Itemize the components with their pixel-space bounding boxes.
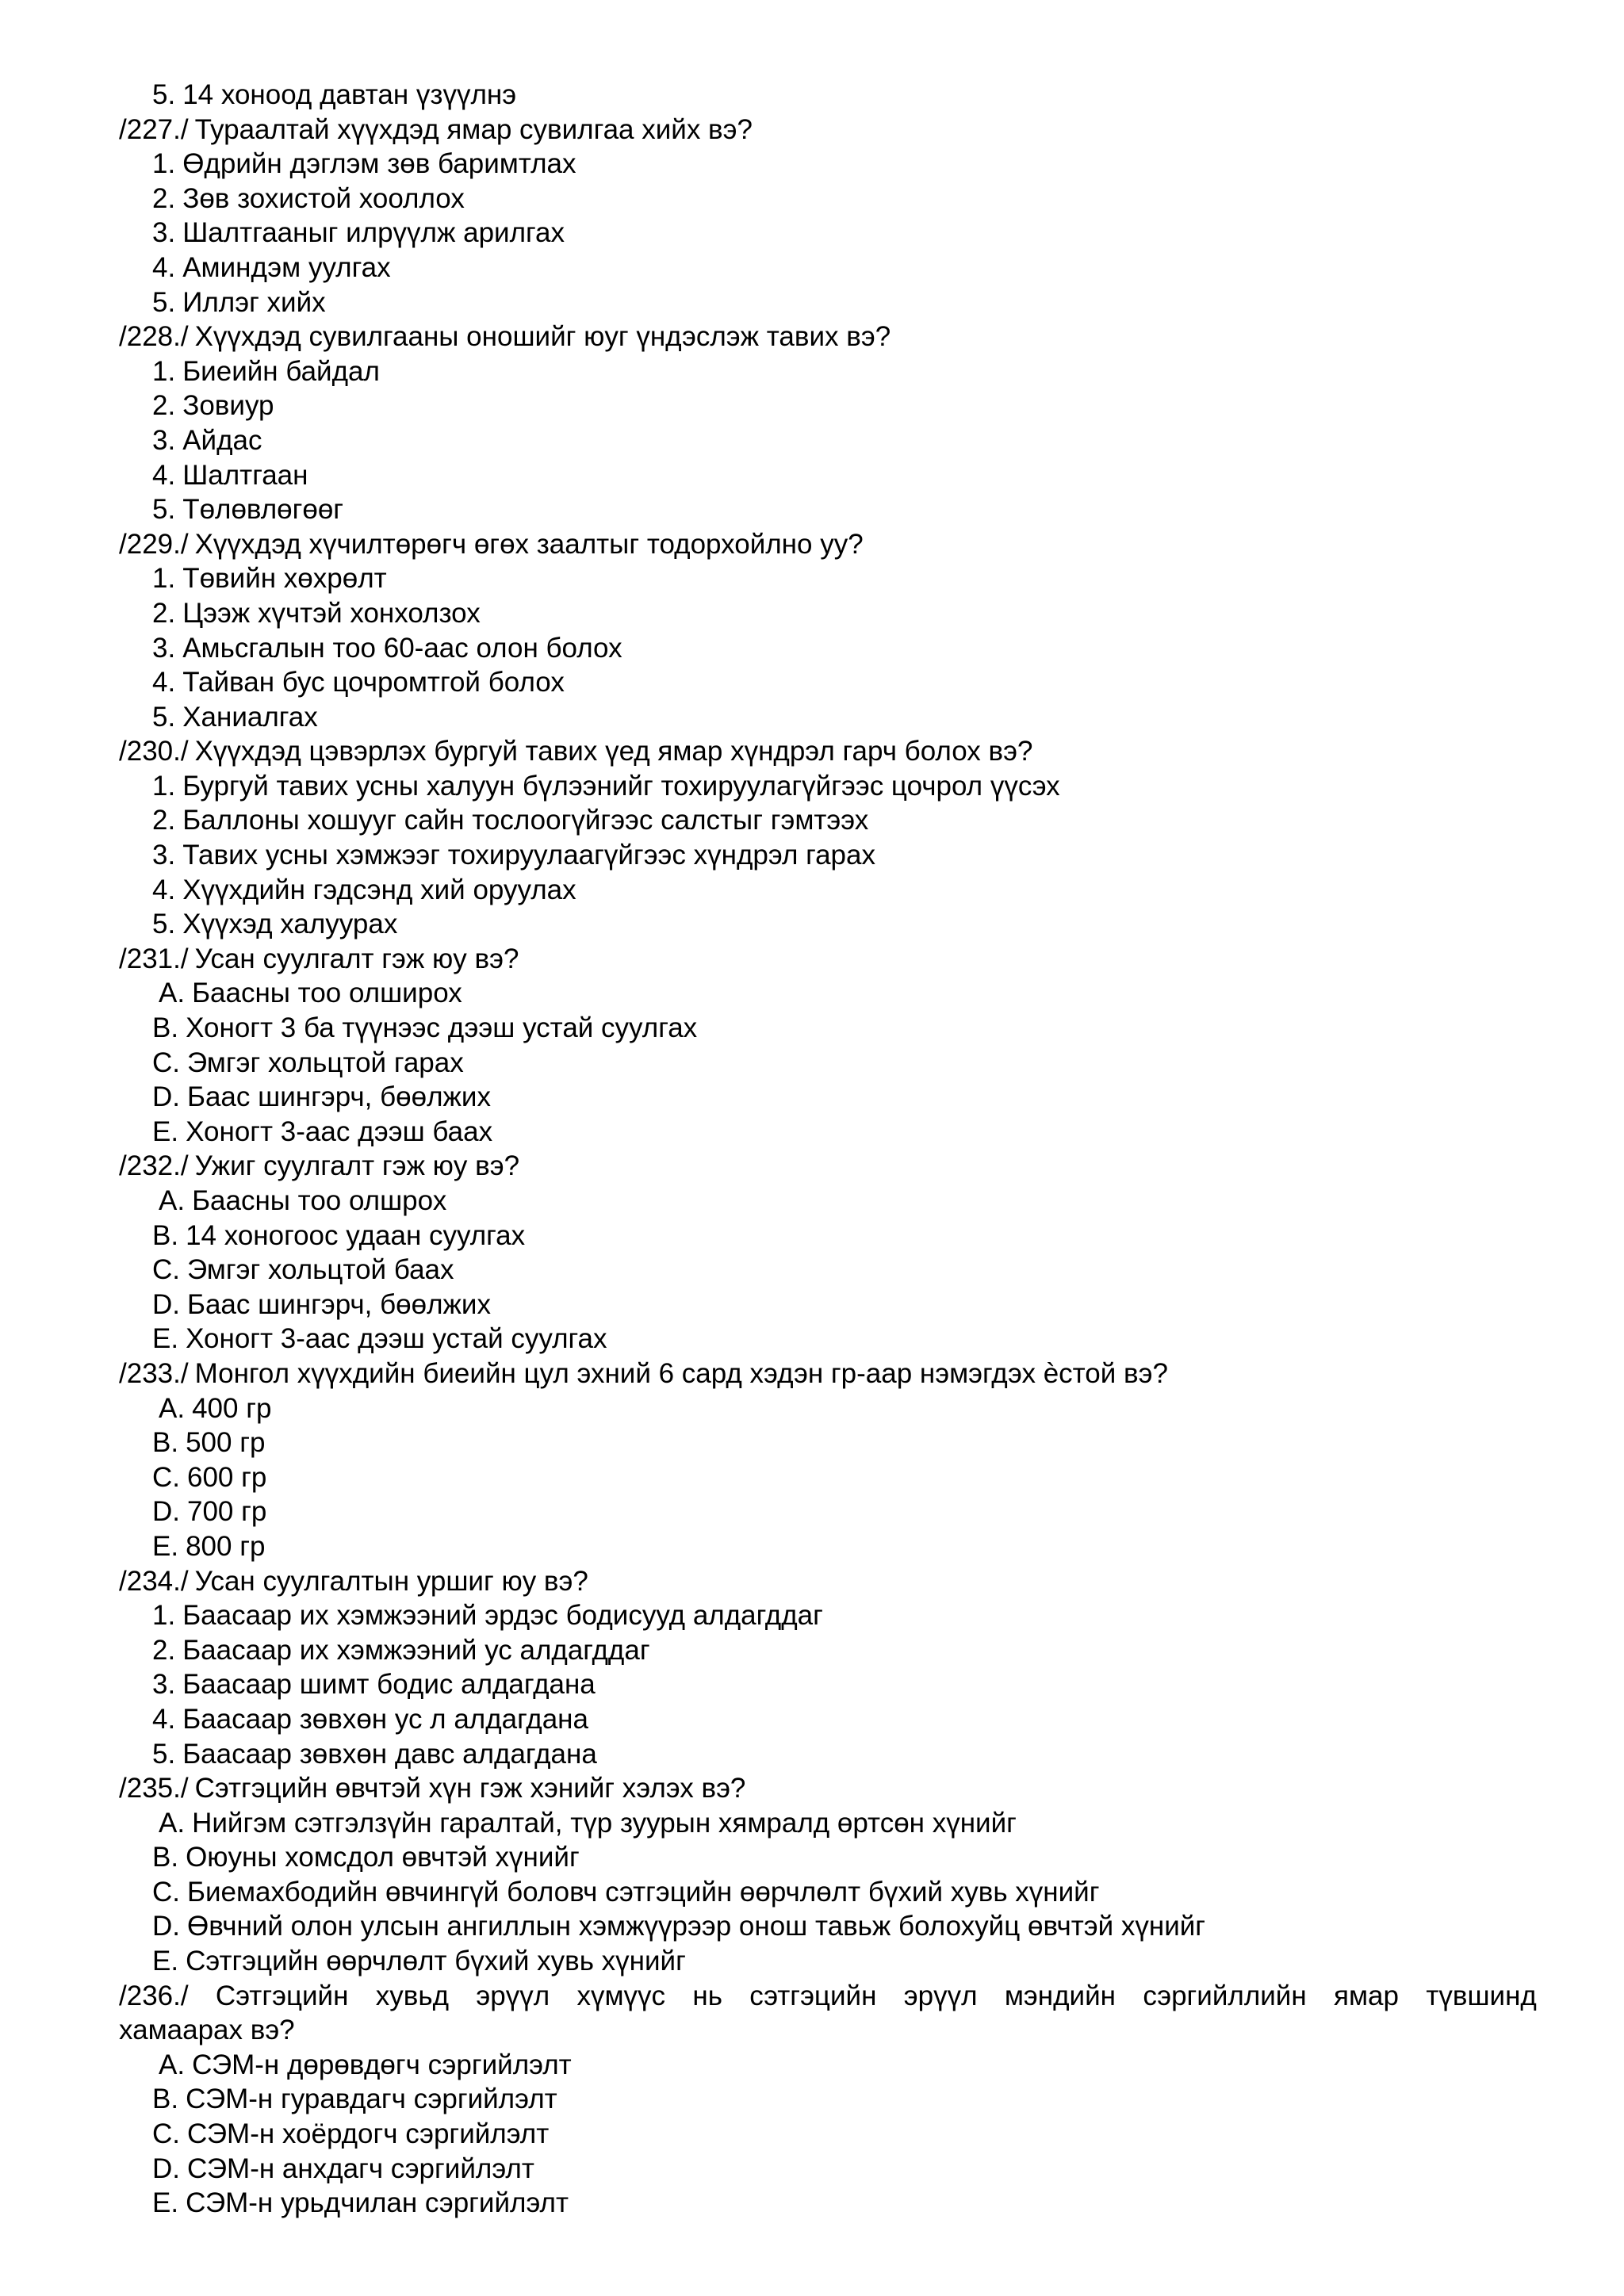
- option-marker: D.: [152, 1288, 180, 1320]
- option-text: Айдас: [182, 424, 262, 456]
- option-text: Баасаар их хэмжээний ус алдагддаг: [182, 1634, 650, 1666]
- lead-option: [119, 78, 1537, 113]
- option-item: [119, 1391, 1537, 1426]
- question-word: мэндийн: [1004, 1980, 1116, 2011]
- option-item: [119, 2117, 1537, 2152]
- option-text: Сэтгэцийн өөрчлөлт бүхий хувь хүнийг: [186, 1946, 686, 1977]
- option-marker: 4.: [152, 874, 176, 905]
- option-text: Биемахбодийн өвчингүй боловч сэтгэцийн өөрчлөлт бүхий хувь хүнийг: [187, 1876, 1100, 1908]
- option-item: [119, 1011, 1537, 1046]
- option-text: Иллэг хийх: [182, 286, 326, 318]
- question-heading: [119, 1357, 1537, 1391]
- option-marker: 5.: [152, 1738, 176, 1770]
- question-text: Усан суулгалт гэж юу вэ?: [194, 943, 519, 974]
- question-heading: [119, 1771, 1537, 1806]
- option-item: [119, 1080, 1537, 1115]
- option-text: Өвчний олон улсын ангиллын хэмжүүрээр онош тавьж болохуйц өвчтэй хүнийг: [187, 1911, 1206, 1942]
- option-marker: 4.: [152, 459, 176, 491]
- option-item: [119, 354, 1537, 389]
- option-item: [119, 1253, 1537, 1288]
- option-item: [119, 1529, 1537, 1564]
- option-item: [119, 388, 1537, 423]
- question-heading: [119, 320, 1537, 354]
- question-number: /234./: [119, 1565, 189, 1597]
- option-marker: 1.: [152, 770, 176, 802]
- option-item: [119, 838, 1537, 873]
- option-marker: B.: [152, 2084, 179, 2115]
- question-heading: [119, 942, 1537, 977]
- option-marker: C.: [152, 1876, 180, 1908]
- option-item: [119, 561, 1537, 596]
- option-marker: D.: [152, 1911, 180, 1942]
- option-marker: 3.: [152, 1669, 176, 1701]
- question-text: Хүүхдэд сувилгааны оношийг юуг үндэслэж тавих вэ?: [194, 321, 891, 353]
- option-marker: A.: [159, 2049, 186, 2080]
- option-item: [119, 1840, 1537, 1875]
- option-item: [119, 1460, 1537, 1495]
- option-text: Хүүхэд халуурах: [182, 909, 398, 940]
- question-text: Тураалтай хүүхдэд ямар сувилгаа хийх вэ?: [194, 113, 753, 145]
- question-word: нь: [692, 1980, 722, 2011]
- question-text-continuation: хамаарах вэ?: [119, 2015, 295, 2046]
- question-number: /235./: [119, 1773, 189, 1804]
- option-marker: E.: [152, 1323, 179, 1355]
- option-item: [119, 147, 1537, 182]
- option-text: Баллоны хошууг сайн тослоогүйгээс салстыг гэмтээх: [182, 805, 869, 836]
- question-word: ямар: [1334, 1980, 1399, 2011]
- question-word: сэргийллийн: [1143, 1980, 1307, 2011]
- option-marker: 2.: [152, 805, 176, 836]
- option-text: Хоногт 3 ба түүнээс дээш устай суулгах: [186, 1012, 698, 1044]
- question-228: [119, 320, 1537, 527]
- option-text: Хоногт 3-аас дээш устай суулгах: [186, 1323, 607, 1355]
- option-marker: 1.: [152, 563, 176, 595]
- option-text: Төвийн хөхрөлт: [182, 563, 387, 595]
- option-item: [119, 1494, 1537, 1529]
- question-233: [119, 1357, 1537, 1564]
- option-item: [119, 285, 1537, 320]
- option-marker: 1.: [152, 148, 176, 180]
- option-text: Баасны тоо олширох: [192, 978, 462, 1009]
- option-text: Тайван бус цочромтгой болох: [182, 667, 565, 698]
- option-text: 800 гр: [186, 1530, 266, 1562]
- option-marker: B.: [152, 1427, 179, 1459]
- question-number: /227./: [119, 113, 189, 145]
- option-marker: B.: [152, 1219, 179, 1251]
- option-text: 700 гр: [187, 1496, 267, 1528]
- option-text: Хүүхдийн гэдсэнд хий оруулах: [182, 874, 576, 905]
- option-item: [119, 1425, 1537, 1460]
- question-text: Ужиг суулгалт гэж юу вэ?: [194, 1150, 520, 1182]
- option-item: [119, 1667, 1537, 1702]
- option-marker: B.: [152, 1842, 179, 1873]
- question-number: /228./: [119, 321, 189, 353]
- option-marker: 5.: [152, 79, 176, 110]
- option-item: [119, 251, 1537, 285]
- option-marker: 5.: [152, 286, 176, 318]
- option-text: СЭМ-н хоёрдогч сэргийлэлт: [187, 2118, 550, 2150]
- option-item: [119, 492, 1537, 527]
- option-text: Хоногт 3-аас дээш баах: [186, 1115, 493, 1147]
- option-marker: A.: [159, 978, 186, 1009]
- question-227: [119, 113, 1537, 320]
- option-item: [119, 1633, 1537, 1668]
- option-item: [119, 1046, 1537, 1081]
- option-text: 14 хоноод давтан үзүүлнэ: [182, 79, 517, 110]
- option-item: [119, 1184, 1537, 1219]
- question-word: түвшинд: [1426, 1980, 1537, 2011]
- option-text: 500 гр: [186, 1427, 266, 1459]
- question-word: сэтгэцийн: [749, 1980, 877, 2011]
- option-item: [119, 1909, 1537, 1944]
- option-item: [119, 1702, 1537, 1737]
- option-marker: 1.: [152, 355, 176, 387]
- option-marker: E.: [152, 1530, 179, 1562]
- option-marker: 5.: [152, 909, 176, 940]
- option-item: [119, 1288, 1537, 1322]
- option-item: [119, 216, 1537, 251]
- option-text: СЭМ-н урьдчилан сэргийлэлт: [186, 2187, 569, 2219]
- option-marker: 3.: [152, 840, 176, 871]
- option-text: СЭМ-н дөрөвдөгч сэргийлэлт: [192, 2049, 572, 2080]
- option-text: Өдрийн дэглэм зөв баримтлах: [182, 148, 576, 180]
- option-text: СЭМ-н анхдагч сэргийлэлт: [187, 2152, 534, 2184]
- option-item: [119, 769, 1537, 804]
- question-text: Хүүхдэд цэвэрлэх бургуй тавих үед ямар хүндрэл гарч болох вэ?: [194, 736, 1033, 767]
- option-item: [119, 873, 1537, 908]
- option-text: Баасаар зөвхөн давс алдагдана: [182, 1738, 597, 1770]
- option-marker: C.: [152, 1047, 180, 1078]
- option-text: Цээж хүчтэй хонхолзох: [182, 597, 481, 629]
- option-text: Амьсгалын тоо 60-аас олон болох: [182, 632, 622, 664]
- option-text: Шалтгааныг илрүүлж арилгах: [182, 217, 565, 249]
- option-marker: 2.: [152, 182, 176, 214]
- option-text: 400 гр: [192, 1392, 272, 1424]
- option-marker: E.: [152, 2187, 179, 2219]
- question-number: /231./: [119, 943, 189, 974]
- option-item: [119, 1737, 1537, 1772]
- option-marker: B.: [152, 1012, 179, 1044]
- option-marker: 3.: [152, 632, 176, 664]
- question-text: Монгол хүүхдийн биеийн цул эхний 6 сард хэдэн гр-аар нэмэгдэх ѐстой вэ?: [194, 1357, 1168, 1389]
- option-text: Нийгэм сэтгэлзүйн гаралтай, түр зуурын хямралд өртсөн хүнийг: [192, 1807, 1017, 1839]
- option-text: Зовиур: [182, 390, 274, 422]
- option-marker: C.: [152, 1254, 180, 1286]
- option-item: [119, 700, 1537, 735]
- option-marker: 2.: [152, 597, 176, 629]
- option-marker: C.: [152, 1461, 180, 1493]
- question-heading: [119, 113, 1537, 147]
- question-229: [119, 527, 1537, 735]
- option-marker: E.: [152, 1115, 179, 1147]
- option-marker: 4.: [152, 251, 176, 283]
- option-text: Эмгэг хольцтой гарах: [187, 1047, 464, 1078]
- option-text: Төлөвлөгөөг: [182, 494, 344, 526]
- question-text: Хүүхдэд хүчилтөрөгч өгөх заалтыг тодорхойлно уу?: [194, 528, 864, 560]
- option-item: [119, 1598, 1537, 1633]
- option-text: Баас шингэрч, бөөлжих: [187, 1288, 491, 1320]
- question-heading: [119, 734, 1537, 769]
- option-marker: 5.: [152, 701, 176, 733]
- question-235: [119, 1771, 1537, 1979]
- question-heading: [119, 527, 1537, 562]
- option-text: Шалтгаан: [182, 459, 308, 491]
- option-text: Биеийн байдал: [182, 355, 380, 387]
- option-text: Баасаар зөвхөн ус л алдагдана: [182, 1703, 588, 1735]
- option-text: 600 гр: [187, 1461, 267, 1493]
- option-item: [119, 907, 1537, 942]
- option-item: [119, 665, 1537, 700]
- option-text: Зөв зохистой хооллох: [182, 182, 465, 214]
- option-item: [119, 1115, 1537, 1150]
- question-number: /232./: [119, 1150, 189, 1182]
- option-item: [119, 2082, 1537, 2117]
- option-marker: 4.: [152, 1703, 176, 1735]
- option-marker: 1.: [152, 1600, 176, 1632]
- question-heading: [119, 1149, 1537, 1184]
- option-marker: D.: [152, 1081, 180, 1113]
- option-marker: 4.: [152, 667, 176, 698]
- option-text: Баасаар шимт бодис алдагдана: [182, 1669, 596, 1701]
- question-number: /230./: [119, 736, 189, 767]
- option-marker: A.: [159, 1807, 186, 1839]
- question-234: [119, 1564, 1537, 1772]
- option-text: Бургуй тавих усны халуун бүлээнийг тохируулагүйгээс цочрол үүсэх: [182, 770, 1060, 802]
- option-marker: A.: [159, 1185, 186, 1216]
- question-number: /236./: [119, 1980, 189, 2011]
- option-text: Аминдэм уулгах: [182, 251, 391, 283]
- option-text: Тавих усны хэмжээг тохируулаагүйгээс хүндрэл гарах: [182, 840, 875, 871]
- option-marker: C.: [152, 2118, 180, 2150]
- option-text: 14 хоногоос удаан суулгах: [186, 1219, 526, 1251]
- option-item: [119, 423, 1537, 458]
- question-text: Усан суулгалтын уршиг юу вэ?: [194, 1565, 588, 1597]
- option-item: [119, 976, 1537, 1011]
- option-text: Баасны тоо олшрох: [192, 1185, 447, 1216]
- option-text: СЭМ-н гуравдагч сэргийлэлт: [186, 2084, 557, 2115]
- option-item: [119, 1944, 1537, 1979]
- option-marker: 3.: [152, 424, 176, 456]
- option-marker: 5.: [152, 494, 176, 526]
- option-marker: D.: [152, 2152, 180, 2184]
- option-item: [119, 1875, 1537, 1910]
- question-word: Сэтгэцийн: [215, 1980, 349, 2011]
- option-item: [119, 182, 1537, 216]
- option-marker: D.: [152, 1496, 180, 1528]
- option-item: [119, 2186, 1537, 2221]
- question-number: /233./: [119, 1357, 189, 1389]
- question-word: эрүүл: [476, 1980, 550, 2011]
- question-word: хувьд: [375, 1980, 450, 2011]
- question-heading: [119, 1564, 1537, 1599]
- option-item: [119, 596, 1537, 631]
- option-item: [119, 458, 1537, 493]
- option-marker: 2.: [152, 390, 176, 422]
- option-item: [119, 2048, 1537, 2083]
- question-232: [119, 1149, 1537, 1357]
- question-236: [119, 1979, 1537, 2221]
- option-text: Баас шингэрч, бөөлжих: [187, 1081, 491, 1113]
- question-heading: [119, 1979, 1537, 2014]
- option-marker: E.: [152, 1946, 179, 1977]
- question-word: эрүүл: [903, 1980, 978, 2011]
- option-item: [119, 1219, 1537, 1253]
- question-text: Сэтгэцийн өвчтэй хүн гэж хэнийг хэлэх вэ?: [194, 1773, 746, 1804]
- question-231: [119, 942, 1537, 1150]
- option-marker: A.: [159, 1392, 186, 1424]
- option-text: Эмгэг хольцтой баах: [187, 1254, 454, 1286]
- question-number: /229./: [119, 528, 189, 560]
- option-marker: 2.: [152, 1634, 176, 1666]
- question-word: хүмүүс: [576, 1980, 666, 2011]
- option-text: Ханиалгах: [182, 701, 318, 733]
- question-230: [119, 734, 1537, 942]
- option-text: Баасаар их хэмжээний эрдэс бодисууд алдагддаг: [182, 1600, 823, 1632]
- option-item: [119, 2152, 1537, 2187]
- option-item: [119, 803, 1537, 838]
- option-item: [119, 1806, 1537, 1841]
- option-marker: 3.: [152, 217, 176, 249]
- option-item: [119, 631, 1537, 666]
- option-text: Оюуны хомсдол өвчтэй хүнийг: [186, 1842, 580, 1873]
- option-item: [119, 1322, 1537, 1357]
